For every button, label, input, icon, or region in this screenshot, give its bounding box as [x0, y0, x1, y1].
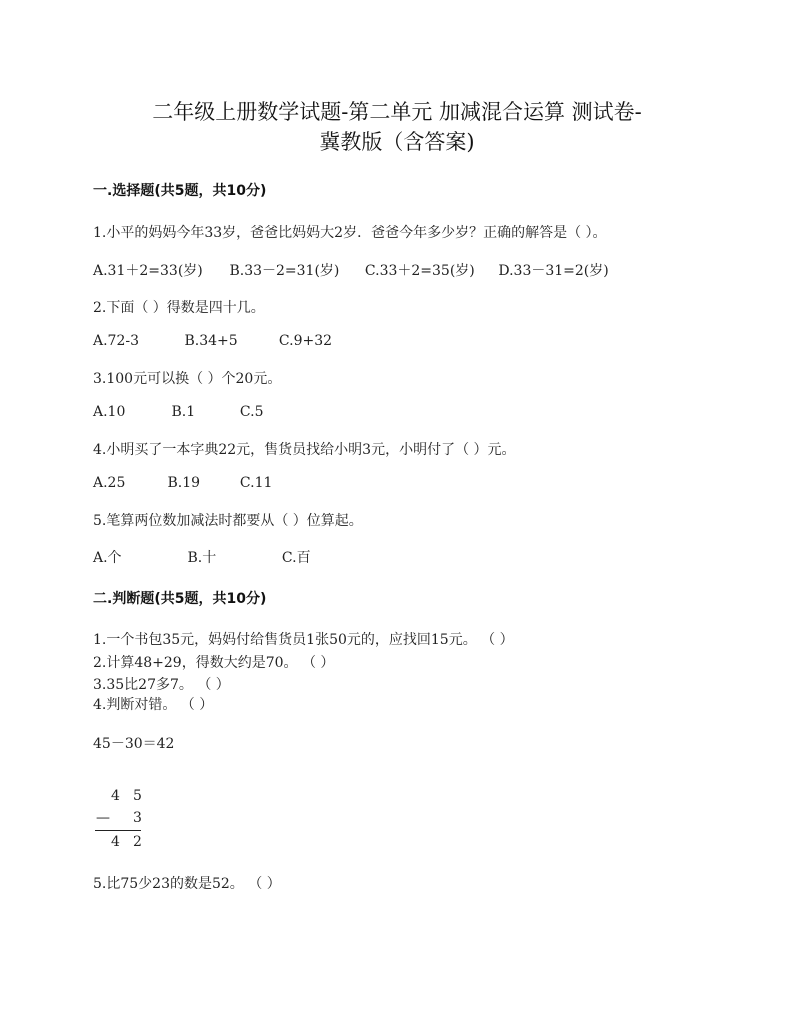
option-c: C.33＋2=35(岁): [364, 263, 475, 279]
option-c: C.5: [239, 404, 264, 420]
option-b: B.33－2=31(岁): [229, 263, 340, 279]
option-c: C.11: [239, 475, 273, 491]
section-1-heading: 一.选择题(共5题，共10分): [93, 183, 267, 199]
digit: 4: [111, 834, 120, 850]
option-b: B.1: [171, 404, 196, 420]
option-c: C.9+32: [278, 333, 333, 349]
digit: 2: [133, 834, 142, 850]
question-3-options: [93, 404, 263, 420]
option-d: D.33－31=2(岁): [498, 263, 609, 279]
question-4-options: [93, 475, 272, 491]
digit: 5: [133, 788, 142, 804]
question-2-options: [93, 333, 332, 349]
calculation-divider: [95, 830, 141, 831]
option-a: A.个: [93, 550, 122, 566]
option-b: B.34+5: [184, 333, 238, 349]
option-a: A.31＋2=33(岁): [93, 263, 203, 279]
question-3: 3.100元可以换（ ）个20元。: [93, 371, 282, 387]
vertical-calculation: [93, 788, 153, 858]
question-1: 1.小平的妈妈今年33岁，爸爸比妈妈大2岁．爸爸今年多少岁？正确的解答是（ ）。: [93, 225, 607, 241]
document-title-line-1: 二年级上册数学试题-第二单元 加减混合运算 测试卷-: [152, 100, 642, 124]
digit: 4: [111, 788, 120, 804]
judge-item-5: 5.比75少23的数是52。 （ ）: [93, 876, 281, 892]
option-b: B.19: [167, 475, 201, 491]
question-4: 4.小明买了一本字典22元，售货员找给小明3元，小明付了（ ）元。: [93, 442, 516, 458]
option-a: A.25: [93, 475, 126, 491]
question-1-options: [93, 260, 609, 280]
question-2: 2.下面（ ）得数是四十几。: [93, 300, 265, 316]
digit: 3: [133, 810, 142, 826]
judge-item-2: 2.计算48+29，得数大约是70。 （ ）: [93, 655, 335, 671]
option-b: B.十: [187, 550, 217, 566]
minus-sign: —: [96, 810, 110, 826]
judge-item-3: 3.35比27多7。 （ ）: [93, 677, 230, 693]
question-5: 5.笔算两位数加减法时都要从（ ）位算起。: [93, 513, 363, 529]
equation: 45－30＝42: [93, 736, 175, 752]
document-title-line-2: 冀教版（含答案): [319, 130, 475, 154]
option-a: A.10: [93, 404, 126, 420]
question-5-options: [93, 547, 311, 567]
section-2-heading: 二.判断题(共5题，共10分): [93, 591, 267, 607]
option-c: C.百: [281, 550, 311, 566]
judge-item-4: 4.判断对错。 （ ）: [93, 697, 214, 713]
option-a: A.72-3: [93, 333, 140, 349]
judge-item-1: 1.一个书包35元，妈妈付给售货员1张50元的，应找回15元。 （ ）: [93, 632, 514, 648]
